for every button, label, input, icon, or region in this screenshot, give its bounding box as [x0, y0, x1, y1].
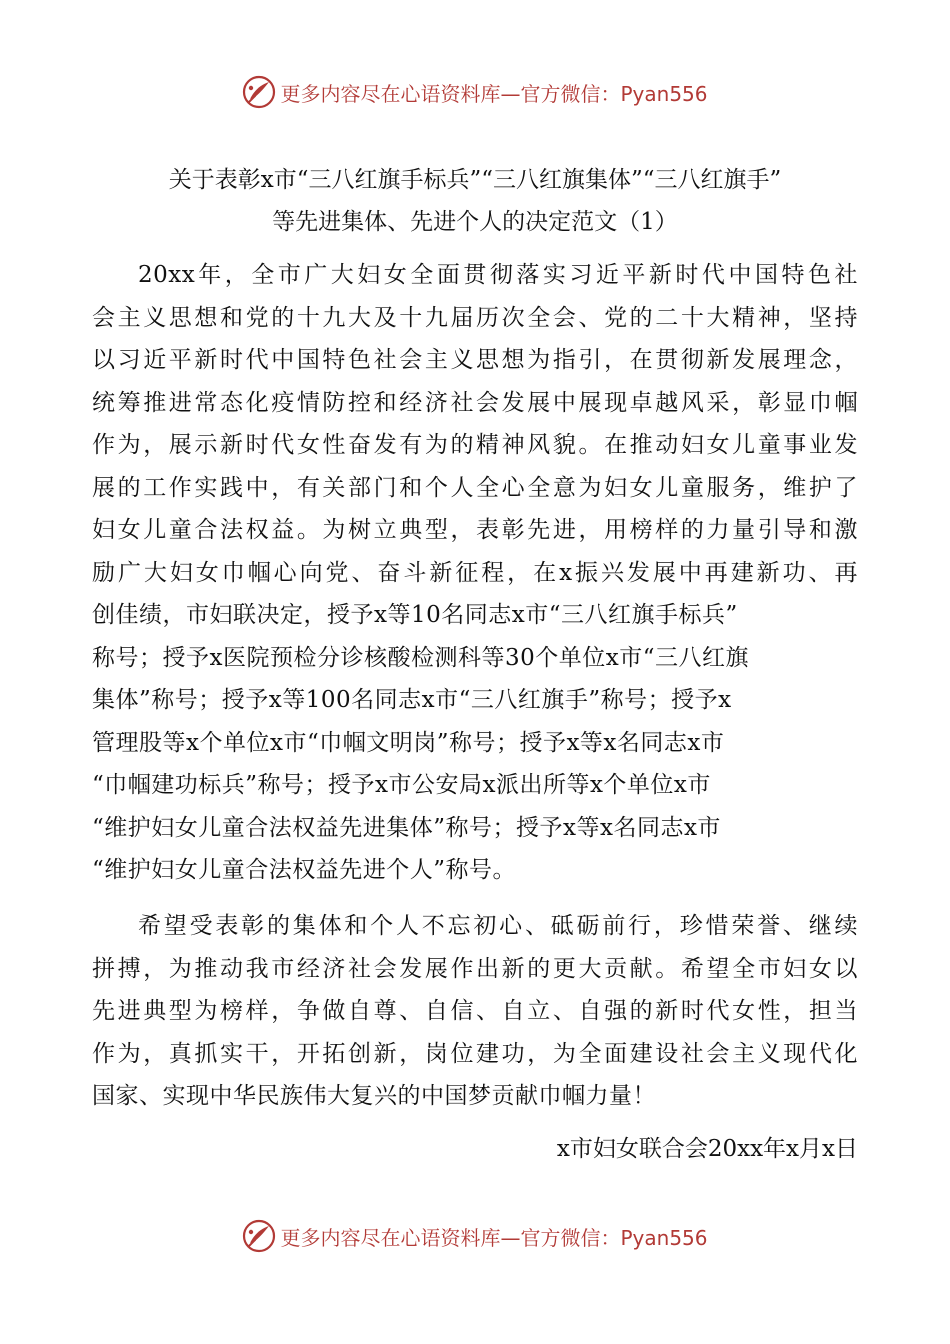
paragraph-line: 以习近平新时代中国特色社会主义思想为指引，在贯彻新发展理念， — [92, 347, 858, 373]
paragraph-line: 展的工作实践中，有关部门和个人全心全意为妇女儿童服务，维护了 — [92, 474, 858, 501]
watermark-label: 更多内容尽在心语资料库—官方微信： — [280, 81, 621, 106]
watermark-banner-bottom — [0, 1216, 950, 1256]
paragraph-line: “维护妇女儿童合法权益先进集体”称号；授予x等x名同志x市 — [92, 814, 721, 841]
watermark-wechat-id: Pyan556 — [620, 1225, 708, 1250]
paragraph-line: 20xx年，全市广大妇女全面贯彻落实习近平新时代中国特色社 — [138, 262, 858, 288]
paragraph-line: 拼搏，为推动我市经济社会发展作出新的更大贡献。希望全市妇女以 — [92, 955, 858, 982]
paragraph-line: 创佳绩，市妇联决定，授予x等10名同志x市“三八红旗手标兵” — [92, 602, 738, 628]
paragraph-2 — [92, 905, 858, 1118]
watermark-wechat-id: Pyan556 — [620, 81, 708, 106]
paragraph-line: “巾帼建功标兵”称号；授予x市公安局x派出所等x个单位x市 — [92, 772, 711, 798]
watermark-text — [280, 1222, 707, 1251]
paragraph-line: 管理股等x个单位x市“巾帼文明岗”称号；授予x等x名同志x市 — [92, 729, 725, 756]
signature: x市妇女联合会20xx年x月x日 — [556, 1136, 858, 1162]
quill-pen-logo-icon — [242, 1219, 276, 1253]
paragraph-line: 妇女儿童合法权益。为树立典型，表彰先进，用榜样的力量引导和激 — [92, 517, 858, 543]
paragraph-1 — [92, 254, 858, 892]
watermark-label: 更多内容尽在心语资料库—官方微信： — [280, 1225, 621, 1250]
paragraph-line: 国家、实现中华民族伟大复兴的中国梦贡献巾帼力量！ — [92, 1083, 656, 1109]
paragraph-line: 先进典型为榜样，争做自尊、自信、自立、自强的新时代女性，担当 — [92, 998, 858, 1024]
watermark-text — [280, 78, 707, 107]
paragraph-line: 称号；授予x医院预检分诊核酸检测科等30个单位x市“三八红旗 — [92, 644, 749, 671]
paragraph-line: 集体”称号；授予x等100名同志x市“三八红旗手”称号；授予x — [92, 687, 732, 713]
paragraph-line: 统筹推进常态化疫情防控和经济社会发展中展现卓越风采，彰显巾帼 — [92, 389, 858, 416]
paragraph-line: 励广大妇女巾帼心向党、奋斗新征程，在x振兴发展中再建新功、再 — [92, 559, 858, 586]
paragraph-line: 作为，展示新时代女性奋发有为的精神风貌。在推动妇女儿童事业发 — [92, 432, 858, 458]
paragraph-line: 会主义思想和党的十九大及十九届历次全会、党的二十大精神，坚持 — [92, 304, 858, 331]
document-title-line-1: 关于表彰x市“三八红旗手标兵”“三八红旗集体”“三八红旗手” — [168, 167, 782, 193]
document-title-line-2: 等先进集体、先进个人的决定范文（1） — [272, 209, 678, 235]
paragraph-line: 希望受表彰的集体和个人不忘初心、砥砺前行，珍惜荣誉、继续 — [138, 913, 858, 939]
paragraph-line: 作为，真抓实干，开拓创新，岗位建功，为全面建设社会主义现代化 — [92, 1040, 858, 1067]
quill-pen-logo-icon — [242, 75, 276, 109]
paragraph-line: “维护妇女儿童合法权益先进个人”称号。 — [92, 857, 517, 883]
watermark-banner-top — [0, 72, 950, 112]
